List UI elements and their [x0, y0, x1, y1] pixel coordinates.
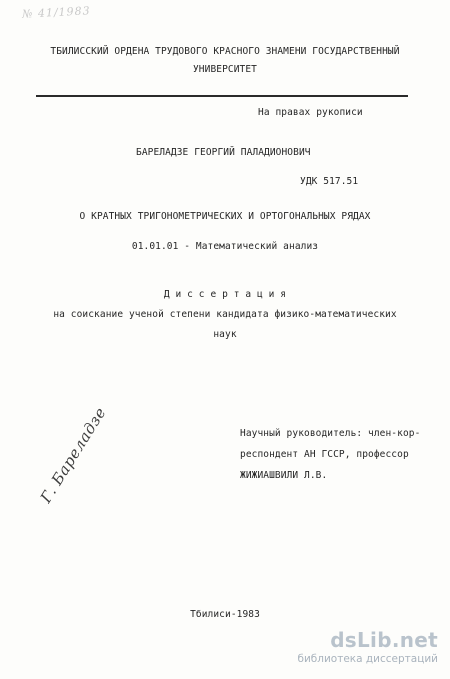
- place-year: Тбилиси-1983: [190, 609, 260, 620]
- work-type: Д и с с е р т а ц и я: [163, 289, 287, 300]
- supervisor-line-3: ЖИЖИАШВИЛИ Л.В.: [240, 470, 328, 481]
- watermark: [297, 628, 438, 665]
- specialty-code: 01.01.01 - Математический анализ: [131, 241, 319, 252]
- dissertation-title: О КРАТНЫХ ТРИГОНОМЕТРИЧЕСКИХ И ОРТОГОНАЛЬНЫХ РЯДАХ: [79, 211, 371, 222]
- author-name: БАРЕЛАДЗЕ ГЕОРГИЙ ПАЛАДИОНОВИЧ: [136, 147, 311, 158]
- institution-line-1: ТБИЛИССКИЙ ОРДЕНА ТРУДОВОГО КРАСНОГО ЗНАМЕНИ ГОСУДАРСТВЕННЫЙ: [50, 46, 400, 57]
- faint-stamp: № 41/1983: [21, 4, 91, 21]
- degree-line-2: наук: [213, 329, 237, 340]
- supervisor-line-2: респондент АН ГССР, профессор: [240, 449, 409, 460]
- supervisor-line-1: Научный руководитель: член-кор-: [240, 428, 421, 439]
- handwritten-signature: Г. Барeладзе: [36, 404, 110, 506]
- degree-line-1: на соискание ученой степени кандидата физико-математических: [53, 309, 397, 320]
- udk-code: УДК 517.51: [300, 176, 359, 187]
- header-divider: [36, 95, 408, 97]
- institution-line-2: УНИВЕРСИТЕТ: [192, 64, 257, 75]
- rights-notice: На правах рукописи: [258, 107, 363, 118]
- watermark-logo: dsLib.net: [330, 628, 438, 652]
- watermark-subtitle: библиотека диссертаций: [297, 653, 438, 665]
